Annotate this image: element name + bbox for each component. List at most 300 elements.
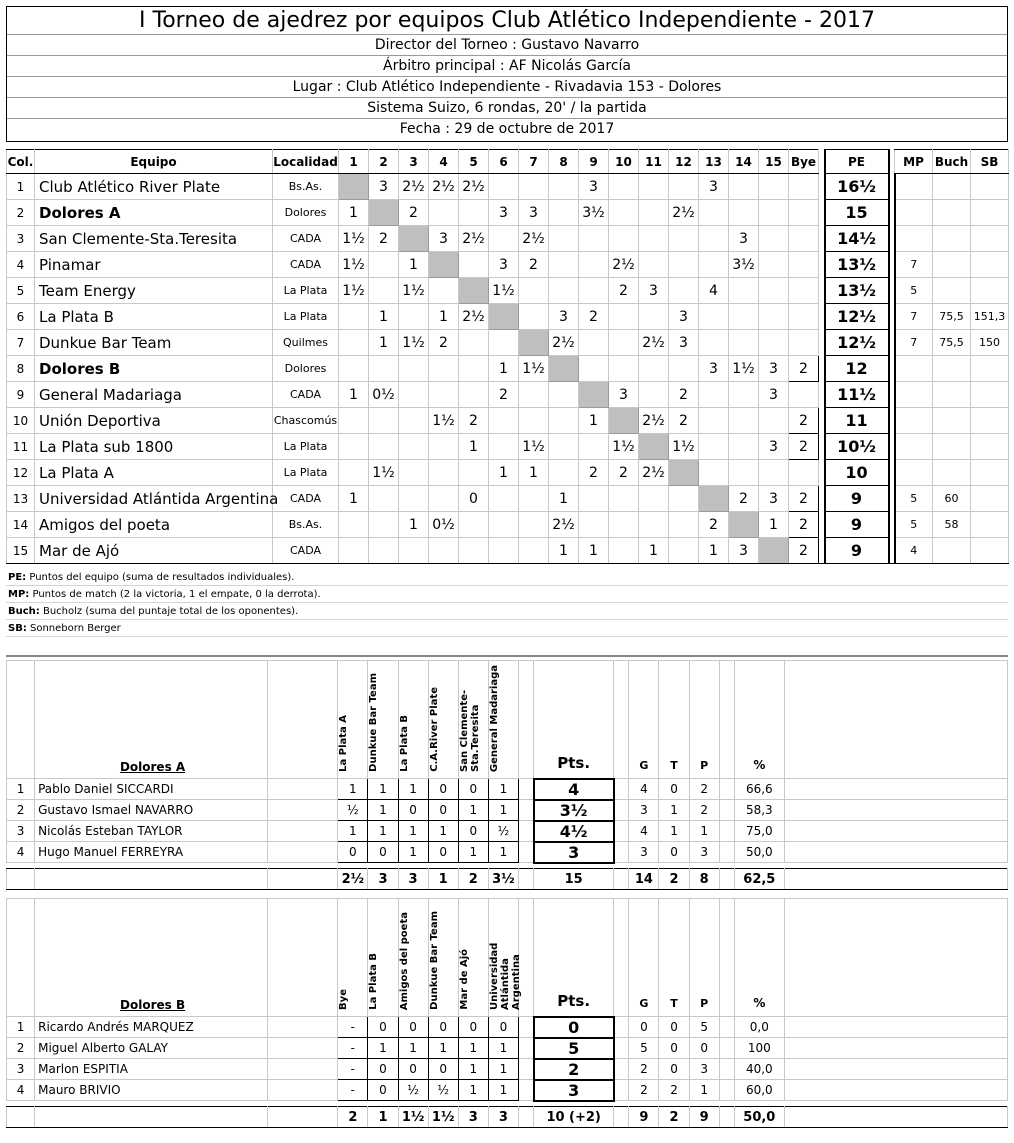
game-result: 1 [368, 800, 398, 821]
round-header: 7 [519, 150, 549, 174]
player-points: 3 [534, 1080, 614, 1101]
result-cell [729, 174, 759, 200]
result-cell [399, 460, 429, 486]
spacer [719, 779, 734, 800]
pts-header: Pts. [534, 661, 614, 779]
legend-text: Puntos de match (2 la victoria, 1 el empate, 0 la derrota). [29, 589, 321, 600]
opponent-label: General Madariaga [488, 664, 500, 772]
result-cell: 2½ [639, 408, 669, 434]
team-rank: 5 [7, 278, 35, 304]
venue-line: Lugar : Club Atlético Independiente - Rivadavia 153 - Dolores [7, 77, 1007, 98]
pe-cell: 13½ [825, 278, 889, 304]
spacer [518, 779, 533, 800]
result-cell [399, 486, 429, 512]
mp-cell [895, 434, 933, 460]
result-cell: 2 [669, 408, 699, 434]
blank [784, 1038, 1007, 1059]
game-result: - [338, 1017, 368, 1038]
team-name: Dolores B [35, 356, 273, 382]
result-cell [459, 252, 489, 278]
team-title: Dolores A [35, 661, 268, 779]
result-cell [549, 226, 579, 252]
team-header: Equipo [35, 150, 273, 174]
legend-text: Puntos del equipo (suma de resultados individuales). [26, 572, 295, 583]
player-points: 5 [534, 1038, 614, 1059]
bye-cell [789, 330, 819, 356]
round-header: 2 [369, 150, 399, 174]
sb-cell [971, 434, 1009, 460]
buch-cell [933, 382, 971, 408]
team-locality: Dolores [273, 200, 339, 226]
spacer [614, 800, 629, 821]
date-line: Fecha : 29 de octubre de 2017 [399, 121, 615, 137]
game-result: 0 [458, 1017, 488, 1038]
result-cell: 1½ [729, 356, 759, 382]
system-line: Sistema Suizo, 6 rondas, 20' / la partida [7, 98, 1007, 119]
result-cell: 1½ [669, 434, 699, 460]
spacer [719, 842, 734, 863]
spacer [614, 1107, 629, 1128]
player-percent: 66,6 [734, 779, 784, 800]
player-losses: 2 [689, 779, 719, 800]
result-cell [759, 200, 789, 226]
result-cell [549, 356, 579, 382]
result-cell [579, 330, 609, 356]
spacer [614, 1059, 629, 1080]
total-wins: 14 [629, 869, 659, 890]
player-points: 3 [534, 842, 614, 863]
result-cell [549, 408, 579, 434]
spacer [614, 779, 629, 800]
opponent-label: Mar de Ajó [458, 949, 470, 1010]
result-cell: 1½ [339, 278, 369, 304]
result-cell: 3 [489, 200, 519, 226]
result-cell [399, 226, 429, 252]
bye-cell: 2 [789, 434, 819, 460]
result-cell [609, 486, 639, 512]
result-cell [489, 434, 519, 460]
result-cell: 2 [609, 278, 639, 304]
spacer [614, 661, 629, 779]
total-result: 3 [458, 1107, 488, 1128]
result-cell [669, 486, 699, 512]
p-header: P [689, 661, 719, 779]
round-header: 4 [429, 150, 459, 174]
round-header: 11 [639, 150, 669, 174]
team-rank: 11 [7, 434, 35, 460]
result-cell [729, 434, 759, 460]
mp-cell [895, 174, 933, 200]
total-result: 1 [428, 869, 458, 890]
pe-cell: 10 [825, 460, 889, 486]
result-cell [759, 252, 789, 278]
result-cell [369, 408, 399, 434]
game-result: 0 [368, 842, 398, 863]
result-cell [609, 226, 639, 252]
spacer [614, 1017, 629, 1038]
opponent-header [428, 899, 458, 1017]
mp-cell: 5 [895, 486, 933, 512]
result-cell: 2½ [669, 200, 699, 226]
total-result: 1½ [428, 1107, 458, 1128]
result-cell [639, 382, 669, 408]
game-result: 1 [338, 821, 368, 842]
result-cell [339, 304, 369, 330]
opponent-header [398, 661, 428, 779]
opponent-header [338, 661, 368, 779]
result-cell [489, 512, 519, 538]
game-result: 1 [458, 1080, 488, 1101]
team-locality: Bs.As. [273, 174, 339, 200]
team-row [7, 408, 1009, 434]
result-cell [639, 252, 669, 278]
game-result: 1 [488, 800, 518, 821]
spacer [518, 800, 533, 821]
result-cell [549, 252, 579, 278]
result-cell [459, 460, 489, 486]
result-cell [669, 278, 699, 304]
result-cell [489, 304, 519, 330]
result-cell [339, 434, 369, 460]
total-result: 2½ [338, 869, 368, 890]
player-points: 4 [534, 779, 614, 800]
result-cell: 1½ [369, 460, 399, 486]
opponent-header [488, 899, 522, 1017]
player-name: Mauro BRIVIO [35, 1080, 268, 1101]
blank [268, 869, 338, 890]
result-cell [369, 434, 399, 460]
opponent-label: C.A.River Plate [428, 687, 440, 772]
player-row [7, 1017, 1008, 1038]
result-cell [429, 460, 459, 486]
sb-cell [971, 408, 1009, 434]
total-losses: 8 [689, 869, 719, 890]
result-cell [399, 356, 429, 382]
buch-cell [933, 174, 971, 200]
result-cell: 2½ [519, 226, 549, 252]
result-cell: 2 [519, 252, 549, 278]
player-points: 0 [534, 1017, 614, 1038]
opponent-label: La Plata A [338, 715, 350, 772]
mp-cell [895, 356, 933, 382]
result-cell: 1 [759, 512, 789, 538]
col-header: Col. [7, 150, 35, 174]
result-cell [339, 356, 369, 382]
team-name: Dunkue Bar Team [35, 330, 273, 356]
team-name: Amigos del poeta [35, 512, 273, 538]
result-cell [519, 538, 549, 564]
sb-cell [971, 226, 1009, 252]
team-rank: 1 [7, 174, 35, 200]
game-result: 0 [458, 821, 488, 842]
player-losses: 5 [689, 1017, 719, 1038]
result-cell [699, 486, 729, 512]
team-rank: 4 [7, 252, 35, 278]
player-number: 2 [7, 800, 35, 821]
result-cell: 1 [339, 382, 369, 408]
result-cell: 1 [399, 512, 429, 538]
round-header: 10 [609, 150, 639, 174]
team-name: Pinamar [35, 252, 273, 278]
player-draws: 0 [659, 779, 689, 800]
result-cell [729, 304, 759, 330]
result-cell [759, 538, 789, 564]
game-result: ½ [488, 821, 518, 842]
mp-cell: 5 [895, 278, 933, 304]
player-draws: 0 [659, 1038, 689, 1059]
result-cell [639, 304, 669, 330]
round-header: 13 [699, 150, 729, 174]
round-header: 9 [579, 150, 609, 174]
spacer [614, 869, 629, 890]
result-cell [489, 486, 519, 512]
result-cell: 1½ [609, 434, 639, 460]
rank-blank [7, 661, 35, 779]
result-cell [759, 460, 789, 486]
opponent-header [368, 661, 398, 779]
bye-cell: 2 [789, 538, 819, 564]
result-cell [609, 356, 639, 382]
team-name: Team Energy [35, 278, 273, 304]
team-rank: 13 [7, 486, 35, 512]
result-cell: 2½ [459, 304, 489, 330]
player-wins: 3 [629, 842, 659, 863]
pe-cell: 11½ [825, 382, 889, 408]
result-cell [339, 330, 369, 356]
result-cell [669, 226, 699, 252]
spacer [518, 1107, 533, 1128]
spacer [518, 1080, 533, 1101]
bye-cell: 2 [789, 512, 819, 538]
section-divider [6, 655, 1008, 657]
team-locality: La Plata [273, 460, 339, 486]
result-cell: 3 [429, 226, 459, 252]
game-result: 1 [458, 842, 488, 863]
blank [268, 899, 338, 1017]
result-cell [519, 408, 549, 434]
player-losses: 1 [689, 1080, 719, 1101]
result-cell [459, 382, 489, 408]
result-cell [759, 330, 789, 356]
player-name: Pablo Daniel SICCARDI [35, 779, 268, 800]
game-result: 0 [368, 1017, 398, 1038]
legend-note [6, 603, 1008, 620]
game-result: 1 [338, 779, 368, 800]
result-cell: 1 [519, 460, 549, 486]
team-title: Dolores B [35, 899, 268, 1017]
bye-cell [789, 382, 819, 408]
opponent-label: Universidad Atlántida Argentina [488, 942, 522, 1010]
player-wins: 3 [629, 800, 659, 821]
team-rank: 3 [7, 226, 35, 252]
team-rank: 9 [7, 382, 35, 408]
buch-cell [933, 538, 971, 564]
result-cell [759, 278, 789, 304]
result-cell [669, 460, 699, 486]
player-draws: 2 [659, 1080, 689, 1101]
result-cell [669, 538, 699, 564]
player-wins: 4 [629, 821, 659, 842]
legend-key: MP: [8, 589, 30, 600]
result-cell: 1 [459, 434, 489, 460]
spacer [719, 1080, 734, 1101]
result-cell [699, 226, 729, 252]
player-name: Ricardo Andrés MARQUEZ [35, 1017, 268, 1038]
mp-cell: 7 [895, 252, 933, 278]
blank [784, 661, 1007, 779]
result-cell [459, 278, 489, 304]
result-cell: 3 [759, 356, 789, 382]
round-header: 3 [399, 150, 429, 174]
result-cell [459, 538, 489, 564]
buch-cell: 58 [933, 512, 971, 538]
team-rank: 6 [7, 304, 35, 330]
team-row [7, 252, 1009, 278]
game-result: 0 [428, 1017, 458, 1038]
dolores-b-table [6, 898, 1008, 1128]
result-cell [639, 486, 669, 512]
result-cell [549, 278, 579, 304]
game-result: 0 [488, 1017, 518, 1038]
result-cell: 2½ [639, 460, 669, 486]
sb-cell [971, 174, 1009, 200]
result-cell: 2 [729, 486, 759, 512]
result-cell: 2½ [429, 174, 459, 200]
result-cell: 3 [729, 226, 759, 252]
result-cell [369, 512, 399, 538]
pe-cell: 10½ [825, 434, 889, 460]
result-cell [699, 460, 729, 486]
player-row [7, 842, 1008, 863]
result-cell: 1 [489, 356, 519, 382]
result-cell [549, 460, 579, 486]
total-result: 3½ [488, 869, 518, 890]
team-locality: La Plata [273, 434, 339, 460]
result-cell [759, 174, 789, 200]
result-cell [519, 512, 549, 538]
player-row [7, 821, 1008, 842]
result-cell: 1 [339, 486, 369, 512]
result-cell: 2½ [549, 512, 579, 538]
total-percent: 50,0 [734, 1107, 784, 1128]
t-header: T [659, 899, 689, 1017]
total-result: 3 [368, 869, 398, 890]
blank [784, 1080, 1007, 1101]
result-cell [369, 252, 399, 278]
result-cell: 1 [339, 200, 369, 226]
result-cell [519, 174, 549, 200]
team-header-row [7, 899, 1008, 1017]
result-cell [459, 356, 489, 382]
result-cell [399, 434, 429, 460]
team-locality: Bs.As. [273, 512, 339, 538]
result-cell [519, 278, 549, 304]
result-cell [639, 200, 669, 226]
player-percent: 75,0 [734, 821, 784, 842]
sb-cell: 150 [971, 330, 1009, 356]
team-rank: 14 [7, 512, 35, 538]
result-cell: 1½ [399, 278, 429, 304]
round-header: 6 [489, 150, 519, 174]
blank [268, 1080, 338, 1101]
player-draws: 1 [659, 821, 689, 842]
opponent-label: Amigos del poeta [398, 911, 410, 1010]
result-cell [429, 382, 459, 408]
team-name: La Plata sub 1800 [35, 434, 273, 460]
sb-header: SB [971, 150, 1009, 174]
result-cell: 3 [759, 382, 789, 408]
game-result: 0 [368, 1059, 398, 1080]
result-cell [429, 434, 459, 460]
g-header: G [629, 899, 659, 1017]
result-cell: 2 [579, 460, 609, 486]
mp-cell: 7 [895, 330, 933, 356]
team-name: La Plata A [35, 460, 273, 486]
bye-cell: 2 [789, 486, 819, 512]
result-cell [669, 356, 699, 382]
player-wins: 0 [629, 1017, 659, 1038]
result-cell: 3 [669, 330, 699, 356]
team-locality: CADA [273, 486, 339, 512]
total-result: 3 [398, 869, 428, 890]
result-cell: 2½ [609, 252, 639, 278]
game-result: ½ [398, 1080, 428, 1101]
result-cell [639, 226, 669, 252]
game-result: 1 [488, 1059, 518, 1080]
result-cell [549, 382, 579, 408]
player-losses: 2 [689, 800, 719, 821]
result-cell [609, 174, 639, 200]
team-row [7, 330, 1009, 356]
player-number: 3 [7, 821, 35, 842]
locality-header: Localidad [273, 150, 339, 174]
pct-header: % [734, 899, 784, 1017]
result-cell [699, 304, 729, 330]
mp-cell [895, 226, 933, 252]
player-losses: 3 [689, 842, 719, 863]
blank [784, 899, 1007, 1017]
team-row [7, 278, 1009, 304]
blank [268, 1059, 338, 1080]
spacer [518, 842, 533, 863]
result-cell [369, 486, 399, 512]
spacer [719, 821, 734, 842]
blank [268, 1017, 338, 1038]
result-cell [729, 408, 759, 434]
result-cell: 1 [429, 304, 459, 330]
result-cell [609, 330, 639, 356]
opponent-label: Dunkue Bar Team [368, 673, 380, 772]
mp-cell: 7 [895, 304, 933, 330]
mp-cell [895, 200, 933, 226]
sb-cell [971, 460, 1009, 486]
buch-cell [933, 460, 971, 486]
buch-cell [933, 434, 971, 460]
blank [784, 1107, 1007, 1128]
blank [268, 842, 338, 863]
team-locality: La Plata [273, 278, 339, 304]
total-losses: 9 [689, 1107, 719, 1128]
result-cell [669, 512, 699, 538]
player-losses: 3 [689, 1059, 719, 1080]
pe-cell: 14½ [825, 226, 889, 252]
buch-header: Buch [933, 150, 971, 174]
result-cell [759, 304, 789, 330]
team-name: Club Atlético River Plate [35, 174, 273, 200]
result-cell: 2 [579, 304, 609, 330]
buch-cell: 60 [933, 486, 971, 512]
result-cell: 2 [609, 460, 639, 486]
